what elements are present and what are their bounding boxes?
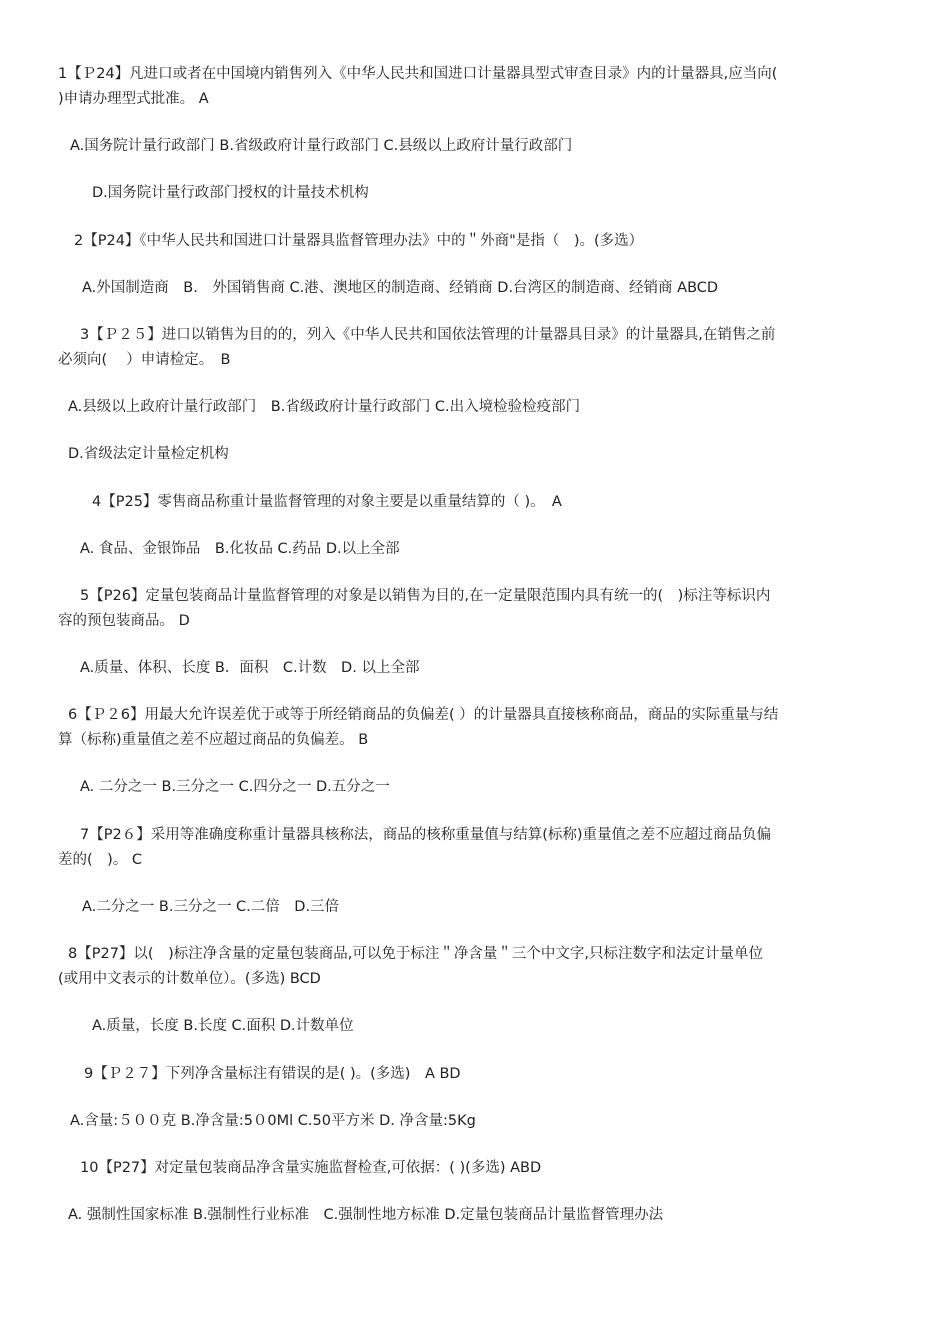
- q8-stem-line1: 8【P27】以( )标注净含量的定量包装商品,可以免于标注＂净含量＂三个中文字,只标注数字和法定计量单位: [68, 946, 763, 962]
- q5-stem-line1: 5【P26】定量包装商品计量监督管理的对象是以销售为目的,在一定量限范围内具有统一的( )标注等标识内: [80, 588, 771, 604]
- q3-stem-line2: 必须向( ）申请检定。 B: [58, 352, 231, 368]
- q1-options-line1: A.国务院计量行政部门 B.省级政府计量行政部门 C.县级以上政府计量行政部门: [70, 138, 573, 154]
- q6-options: A. 二分之一 B.三分之一 C.四分之一 D.五分之一: [80, 779, 390, 795]
- q6-stem-line2: 算（标称)重量值之差不应超过商品的负偏差。 B: [58, 732, 369, 748]
- q10-options: A. 强制性国家标准 B.强制性行业标准 C.强制性地方标准 D.定量包装商品计量监督管理办法: [68, 1207, 664, 1223]
- q5-options: A.质量、体积、长度 B．面积 C.计数 D. 以上全部: [80, 660, 420, 676]
- q6-stem-line1: 6【Ｐ２6】用最大允许误差优于或等于所经销商品的负偏差( ）的计量器具直接核称商品，商品的实际重量与结: [68, 707, 779, 723]
- q7-options: A.二分之一 B.三分之一 C.二倍 D.三倍: [82, 899, 340, 915]
- q3-stem-line1: 3【Ｐ２５】进口以销售为目的的，列入《中华人民共和国依法管理的计量器具目录》的计量器具,在销售之前: [80, 327, 776, 343]
- q3-options-line1: A.县级以上政府计量行政部门 B.省级政府计量行政部门 C.出入境检验检疫部门: [68, 399, 581, 415]
- q4-stem: 4【P25】零售商品称重计量监督管理的对象主要是以重量结算的（ )。 A: [92, 494, 562, 510]
- q10-stem: 10【P27】对定量包装商品净含量实施监督检查,可依据：( )(多选) ABD: [80, 1160, 542, 1176]
- q5-stem-line2: 容的预包装商品。 D: [58, 613, 190, 629]
- q4-options: A. 食品、金银饰品 B.化妆品 C.药品 D.以上全部: [80, 541, 400, 557]
- q9-options: A.含量:５００克 B.净含量:5０0Ml C.50平方米 D. 净含量:5Kg: [70, 1113, 476, 1129]
- q3-options-line2: D.省级法定计量检定机构: [68, 446, 229, 462]
- q8-options: A.质量，长度 B.长度 C.面积 D.计数单位: [92, 1018, 354, 1034]
- q8-stem-line2: (或用中文表示的计数单位）。(多选) BCD: [58, 971, 321, 987]
- q1-stem-line2: )申请办理型式批准。 A: [58, 91, 209, 107]
- q1-stem-line1: 1【Ｐ24】凡进口或者在中国境内销售列入《中华人民共和国进口计量器具型式审查目录》内的计量器具,应当向(: [58, 66, 778, 82]
- q7-stem-line1: 7【P2６】采用等准确度称重计量器具核称法，商品的核称重量值与结算(标称)重量值之差不应超过商品负偏: [80, 827, 772, 843]
- q2-stem: 2【P24】《中华人民共和国进口计量器具监督管理办法》中的＂外商"是指（ )。(多选）: [74, 233, 644, 249]
- q2-options: A.外国制造商 B. 外国销售商 C.港、澳地区的制造商、经销商 D.台湾区的制造商、经销商 ABCD: [82, 280, 719, 296]
- q7-stem-line2: 差的( )。 C: [58, 852, 143, 868]
- q9-stem: 9【Ｐ２７】下列净含量标注有错误的是( )。(多选) A BD: [84, 1066, 461, 1082]
- q1-options-line2: D.国务院计量行政部门授权的计量技术机构: [92, 185, 369, 201]
